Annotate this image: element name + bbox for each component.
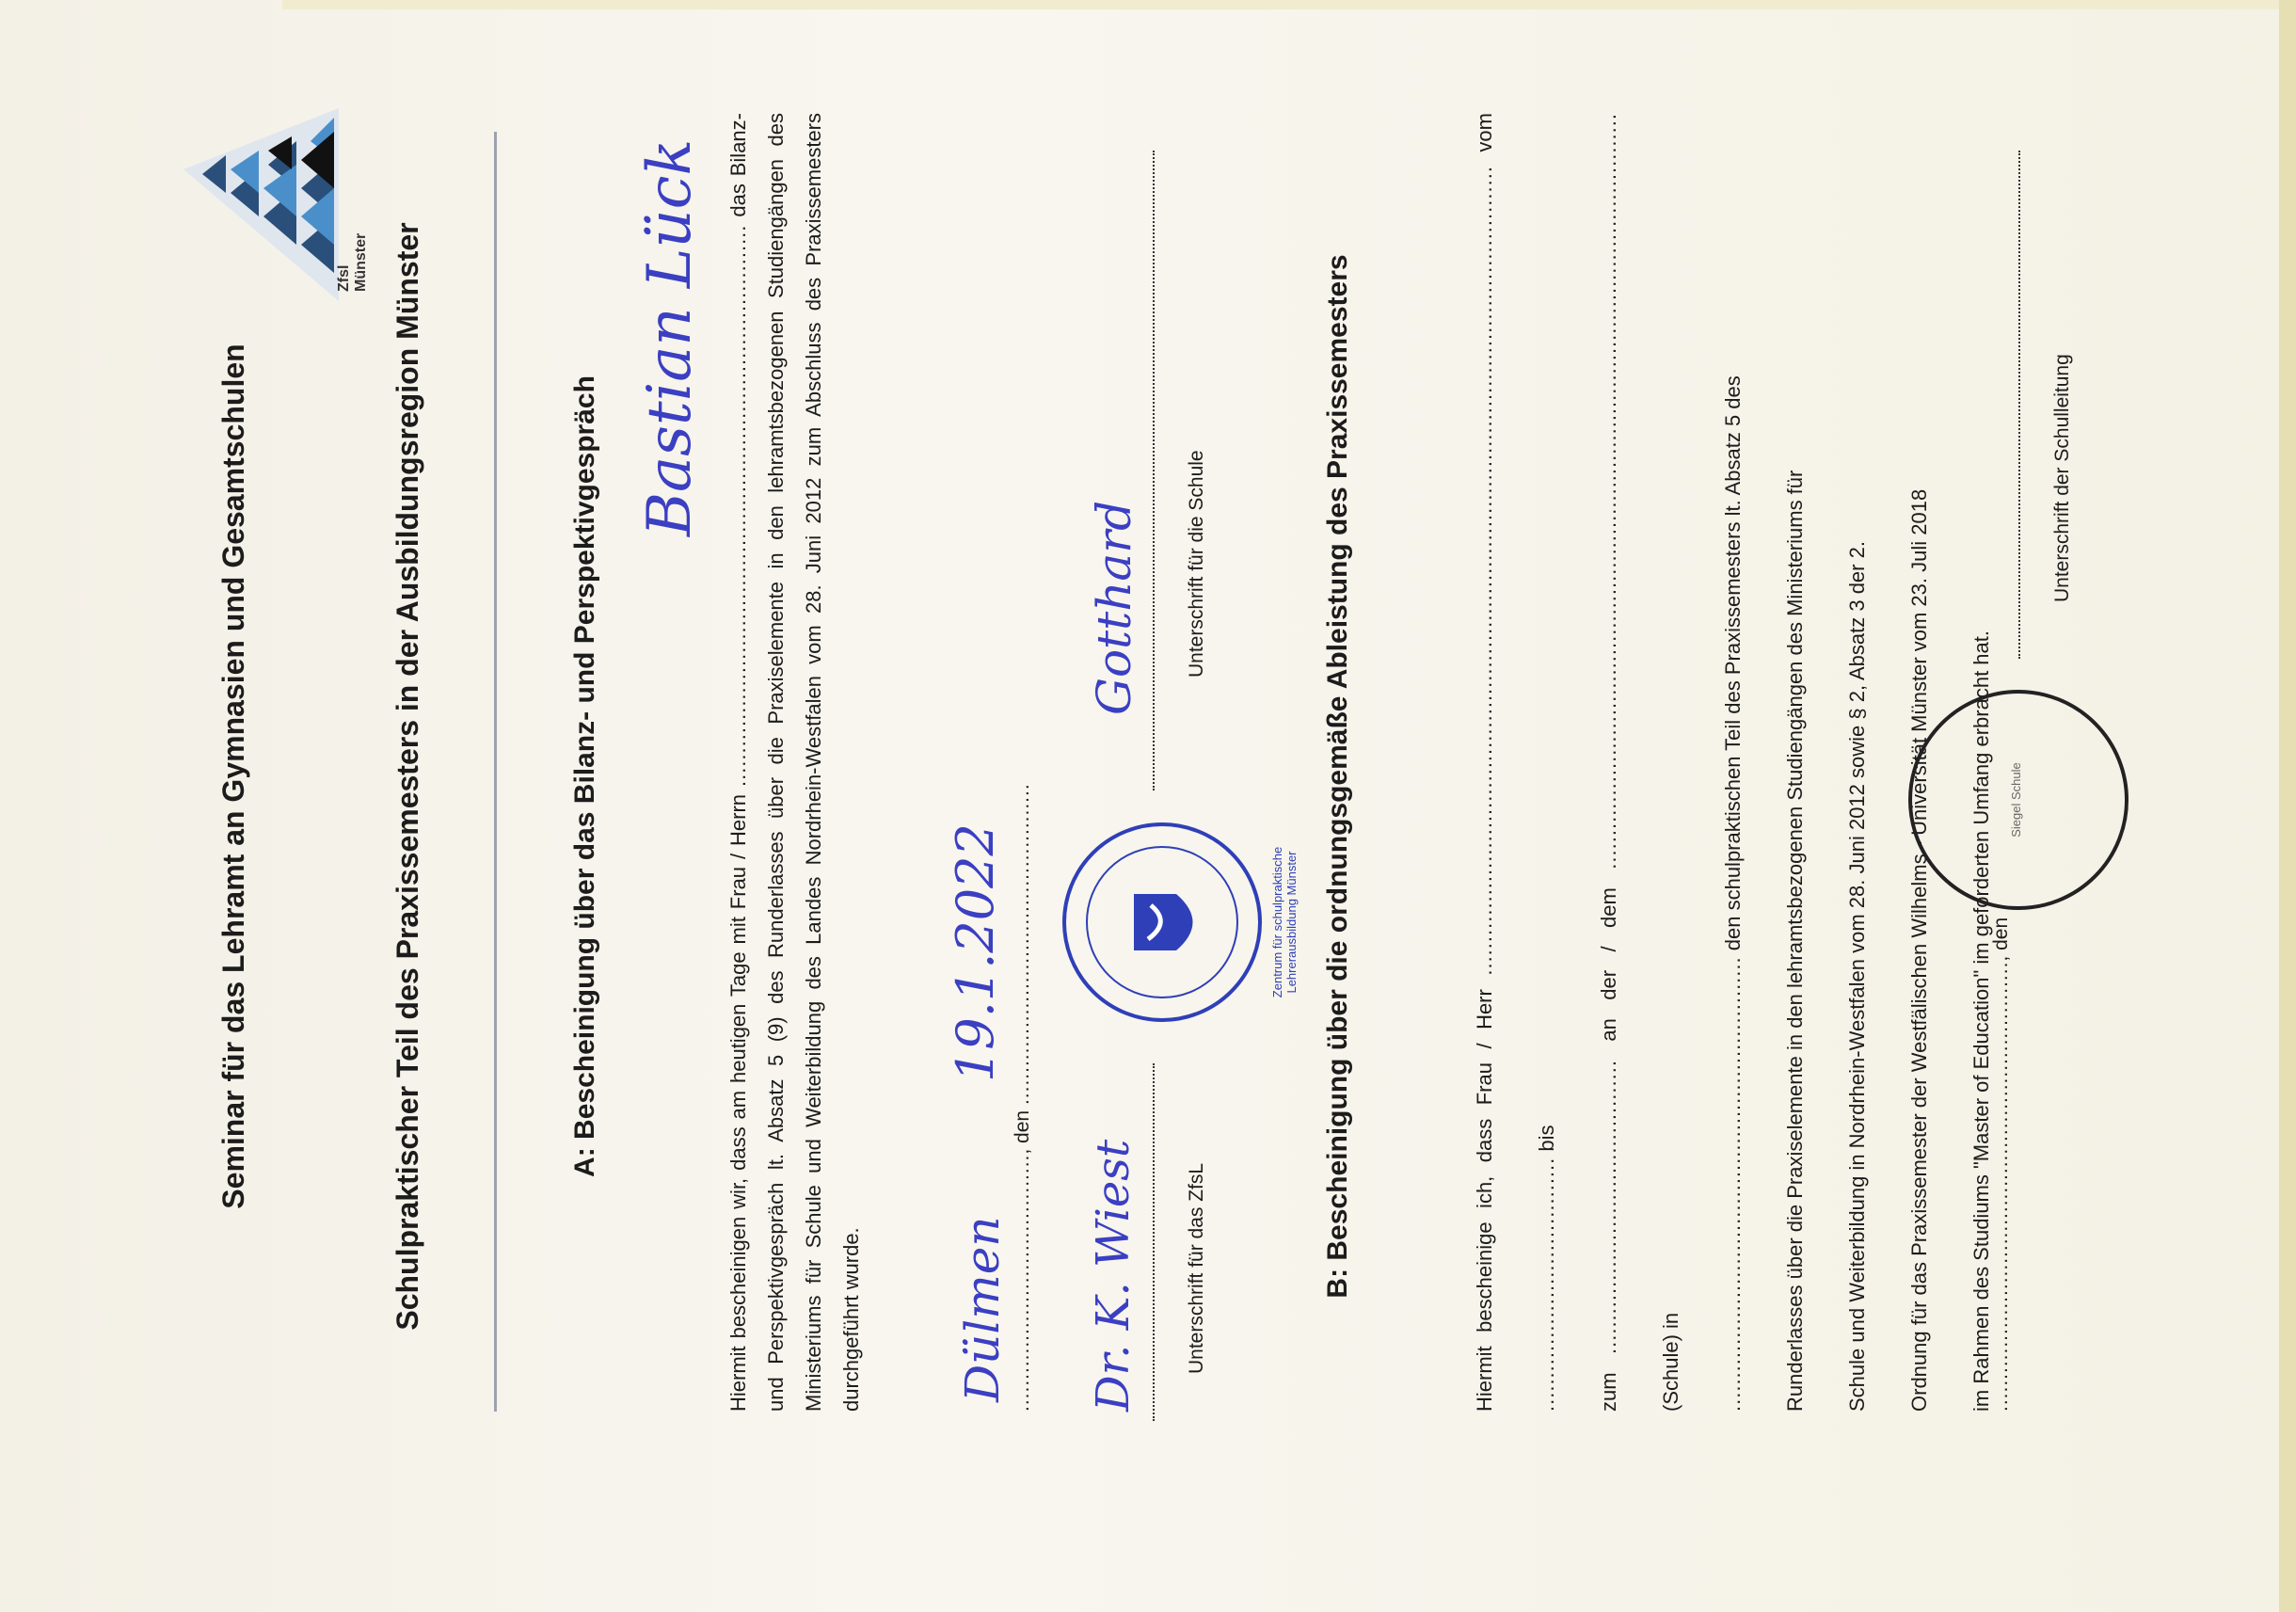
section-b-line-2: zum ............................................ an der / dem ................................................................................................................. (Schule) in bbox=[1597, 113, 1682, 1412]
document-subtitle: Schulpraktischer Teil des Praxissemesters in der Ausbildungsregion Münster bbox=[391, 222, 424, 1331]
handwritten-name: Bastian Lück bbox=[635, 138, 705, 536]
certificate-document bbox=[127, 104, 2197, 1449]
section-b-line-7: im Rahmen des Studiums "Master of Education" im geforderten Umfang erbracht hat. bbox=[1969, 630, 1993, 1412]
logo-text-line1: Zfsl bbox=[336, 264, 352, 292]
section-a-text-intro: Hiermit bescheinigen wir, dass am heutigen Tage mit Frau / Herrn bbox=[726, 793, 750, 1412]
seminar-title: Seminar für das Lehramt an Gymnasien und Gesamtschulen bbox=[216, 343, 250, 1209]
seal-inscription: Zentrum für schulpraktische Lehrerausbildung Münster bbox=[1270, 846, 1299, 998]
school-signature-line bbox=[1153, 151, 1155, 790]
logo-text-line2: Münster bbox=[353, 232, 369, 292]
place-date-line-b: ......................................................................, den bbox=[1990, 917, 2012, 1412]
page-edge-top bbox=[282, 0, 2296, 9]
den-label-b: , den bbox=[1990, 917, 2012, 962]
den-label-a: , den bbox=[1012, 1109, 1033, 1155]
zfsl-signature-label: Unterschrift für das ZfsL bbox=[1186, 1162, 1207, 1374]
section-a-text: Hiermit bescheinigen wir, dass am heutigen Tage mit Frau / Herrn .................................................................................... das Bilanz- und Perspektivgespräch lt. Absatz 5 (9) des Runderlasses über die Praxiselemente in den lehramtsbezogenen Studiengängen des Ministeriums für Schule und Weiterbildung des Landes Nordrhein-Westfalen vom 28. Juni 2012 zum Abschluss des Praxissemesters durchgeführt wurde. bbox=[726, 113, 863, 1412]
page-edge-right bbox=[2279, 0, 2296, 1612]
zfsl-logo-icon bbox=[174, 104, 343, 311]
logo-text bbox=[336, 233, 370, 292]
school-seal-placeholder-text: Siegel Schule bbox=[2009, 762, 2023, 838]
section-a-text-body: das Bilanz- und Perspektivgespräch lt. Absatz 5 (9) des Runderlasses über die Praxiselemente in den lehramtsbezogenen Studiengängen des Ministeriums für Schule und Weiterbildung des Landes Nordrhein-Westfalen vom 28. Juni 2012 zum Abschluss des Praxissemesters durchgeführt wurde. bbox=[726, 113, 863, 1412]
school-signature-label: Unterschrift für die Schule bbox=[1186, 450, 1207, 678]
handwritten-place: Dülmen bbox=[955, 1216, 1010, 1402]
official-seal-icon bbox=[1059, 819, 1266, 1026]
section-b-line-1: Hiermit bescheinige ich, dass Frau / Herr ......................................................................................................................... vom ...................................... bis bbox=[1473, 113, 1558, 1412]
school-handwritten-signature: Gotthard bbox=[1087, 500, 1141, 715]
section-b-line-4: Runderlasses über die Praxiselemente in den lehramtsbezogenen Studiengängen des Ministeriums für bbox=[1783, 470, 1807, 1412]
zfsl-handwritten-signature: Dr. K. Wiest bbox=[1087, 1139, 1140, 1412]
place-date-line: ........................................, den .................................................. bbox=[1012, 783, 1033, 1412]
header-divider bbox=[494, 132, 497, 1412]
principal-signature-label: Unterschrift der Schulleitung bbox=[2051, 354, 2073, 602]
section-b-line-6: Ordnung für das Praxissemester der Westfälischen Wilhelms - Universität Münster vom 23. Juli 2018 bbox=[1907, 488, 1931, 1412]
section-b-line-5: Schule und Weiterbildung in Nordrhein-Westfalen vom 28. Juni 2012 sowie § 2, Absatz 3 der 2. bbox=[1845, 541, 1869, 1412]
section-a-title: A: Bescheinigung über das Bilanz- und Perspektivgespräch bbox=[569, 375, 600, 1177]
handwritten-date: 19.1.2022 bbox=[946, 823, 1005, 1082]
section-b-line-3: .................................................................... den schulpraktischen Teil des Praxissemesters lt. Absatz 5 des bbox=[1721, 375, 1745, 1412]
section-b-title: B: Bescheinigung über die ordnungsgemäße Ableistung des Praxissemesters bbox=[1322, 254, 1353, 1299]
zfsl-signature-line bbox=[1153, 1063, 1155, 1421]
principal-signature-line bbox=[2018, 151, 2020, 659]
